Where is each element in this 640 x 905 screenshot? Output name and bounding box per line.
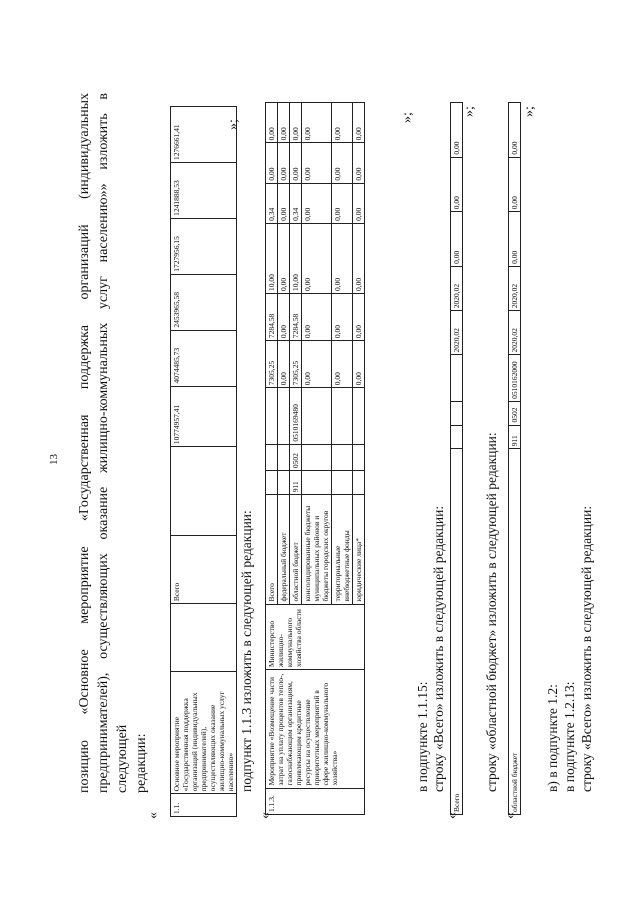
value-cell: 0,00 [290,103,302,143]
executor-cell [171,604,237,672]
empty-cell [451,425,463,449]
value-cell: 0,00 [266,143,278,183]
grbs-cell [266,471,278,495]
value-cell: 7305,25 [266,341,278,388]
source-label: Всего [451,449,463,815]
value-cell: 2453965,58 [171,274,237,330]
source-label: юридические лица* [353,495,365,604]
value-cell: 0,00 [451,212,463,267]
source-label: областной бюджет [290,495,302,604]
event-name: Основное мероприятие «Государственная поддержка организаций (индивидуальных предпринимателей), осуществляющих оказание жилищно-коммунальных услуг населению» [171,671,237,793]
value-cell: 0,34 [266,183,278,223]
rzpr-cell: 0502 [509,401,521,425]
value-cell: 0,00 [302,183,332,223]
table-1-1-15-oblast [508,102,521,815]
grbs-cell [353,471,365,495]
value-cell: 0,00 [266,103,278,143]
value-cell: 0,00 [302,223,332,293]
rzpr-cell [266,444,278,470]
value-cell: 10,00 [266,223,278,293]
value-cell: 0,00 [332,143,353,183]
empty-cell [451,355,463,401]
value-cell: 0,00 [353,293,365,340]
row-number: 1.1.3. [266,788,365,814]
grbs-cell: 911 [509,425,521,449]
value-cell: 1241888,53 [171,162,237,218]
csr-cell: 0510169480 [290,388,302,444]
table-1-1-15-total [450,102,463,815]
value-cell: 0,00 [290,143,302,183]
value-cell: 7284,58 [290,293,302,340]
rzpr-cell [353,444,365,470]
source-label: консолидированные бюджеты муниципальных районов и бюджеты городских округов [302,495,332,604]
value-cell: 0,34 [290,183,302,223]
grbs-cell [278,471,290,495]
csr-cell [302,388,332,444]
value-cell: 7284,58 [266,293,278,340]
csr-cell [353,388,365,444]
table-1-1-3 [265,102,365,815]
item-v: в) в подпункте 1.2: [545,684,560,792]
table-main-event [170,106,237,817]
value-cell: 2020,02 [509,266,521,310]
value-cell: 0,00 [332,103,353,143]
source-label: Всего [266,495,278,604]
grbs-cell [302,471,332,495]
table-row [509,103,521,815]
value-cell: 0,00 [353,103,365,143]
value-cell: 0,00 [302,143,332,183]
close-quote: »; [522,106,537,117]
rzpr-cell: 0502 [290,444,302,470]
value-cell: 0,00 [302,293,332,340]
value-cell: 0,00 [278,103,290,143]
rzpr-cell [278,444,290,470]
value-cell: 0,00 [509,103,521,158]
value-cell: 10,00 [290,223,302,293]
value-cell: 0,00 [278,183,290,223]
value-cell: 2020,02 [509,311,521,355]
subpoint-1-1-3: подпункт 1.1.3 изложить в следующей редакции: [239,510,254,792]
subpoint-1-2-13: в подпункте 1.2.13: [562,681,577,792]
value-cell: 0,00 [353,183,365,223]
csr-cell: 0510162000 [509,355,521,401]
value-cell: 0,00 [302,103,332,143]
value-cell: 0,00 [509,157,521,212]
event-name: Мероприятие «Возмещение части затрат на уплату процентов тепло-, газоснабжающим организациям, привлекающим кредитные ресурсы на осуществление приоритетных мероприятий в сфере жилищно-коммунального хозяйства» [266,670,365,788]
empty-cell [451,401,463,425]
csr-cell [278,388,290,444]
code-cell [171,447,237,536]
value-cell: 0,00 [509,212,521,267]
value-cell: 0,00 [332,183,353,223]
value-cell: 0,00 [278,223,290,293]
close-quote: »; [462,106,477,117]
value-cell: 1727956,15 [171,218,237,274]
close-quote: »; [400,112,415,123]
instruction-total-2: строку «Всего» изложить в следующей редакции: [579,505,594,792]
grbs-cell: 911 [290,471,302,495]
close-quote: »; [226,119,241,130]
open-quote: « [146,812,161,819]
csr-cell [266,388,278,444]
instruction-oblast: строку «областной бюджет» изложить в следующей редакции: [484,432,499,792]
value-cell: 2020,02 [451,311,463,355]
value-cell: 7305,25 [290,341,302,388]
table-row [171,107,237,817]
value-cell: 0,00 [278,293,290,340]
row-number: 1.1. [171,794,237,817]
value-cell: 0,00 [302,341,332,388]
value-cell: 0,00 [353,143,365,183]
csr-cell [332,388,353,444]
value-cell: 0,00 [353,223,365,293]
source-label: Всего [171,536,237,604]
executor: Министерство жилищно-коммунального хозяйства области [266,604,365,670]
intro-line-1: позицию «Основное мероприятие «Государственная поддержка организаций (индивидуальных [77,93,92,793]
open-quote: « [258,812,273,819]
open-quote: « [503,812,518,819]
instruction-total: строку «Всего» изложить в следующей редакции: [431,505,446,792]
table-row [266,103,278,815]
value-cell: 10774957,41 [171,386,237,447]
table-row [451,103,463,815]
rzpr-cell [302,444,332,470]
intro-line-3: редакции: [134,733,149,793]
value-cell: 0,00 [332,223,353,293]
source-label: федеральный бюджет [278,495,290,604]
page-number: 13 [48,454,60,465]
subpoint-1-1-15: в подпункте 1.1.15: [415,681,430,792]
open-quote: « [445,812,460,819]
value-cell: 0,00 [332,341,353,388]
value-cell: 0,00 [451,103,463,158]
value-cell: 0,00 [353,341,365,388]
intro-line-2: предпринимателей), осуществляющих оказание жилищно-коммунальных услуг населению»» изложить в следующей [96,93,130,793]
intro-paragraph [75,93,151,793]
value-cell: 0,00 [451,157,463,212]
source-label: областной бюджет [509,449,521,815]
source-label: территориальные внебюджетные фонды [332,495,353,604]
value-cell: 4074485,73 [171,330,237,386]
grbs-cell [332,471,353,495]
value-cell: 0,00 [278,143,290,183]
rzpr-cell [332,444,353,470]
value-cell: 2020,02 [451,266,463,310]
value-cell: 1276661,41 [171,107,237,163]
value-cell: 0,00 [278,341,290,388]
value-cell: 0,00 [332,293,353,340]
